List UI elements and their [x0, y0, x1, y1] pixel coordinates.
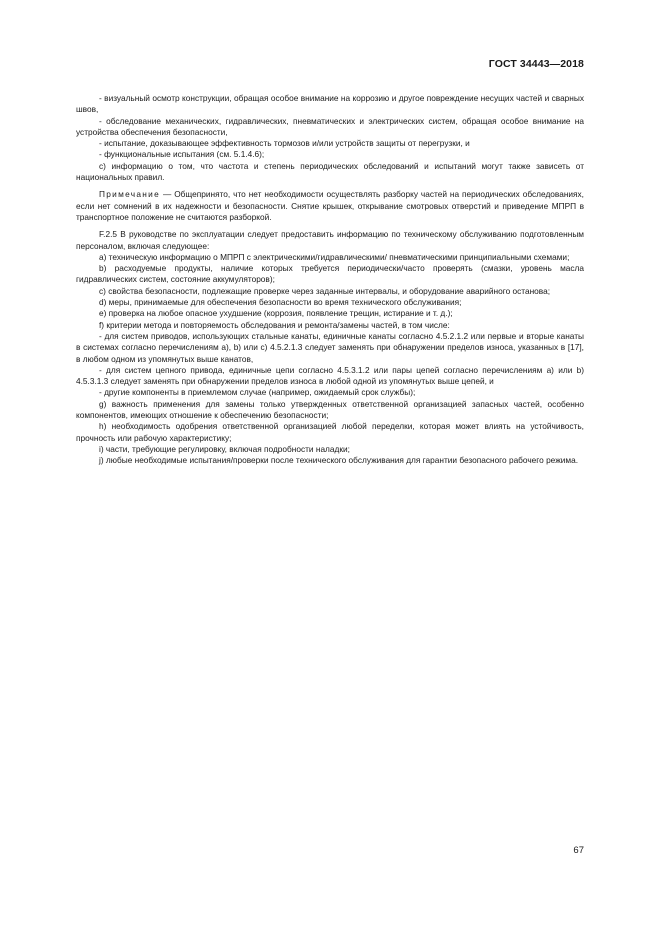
section-f25-intro: F.2.5 В руководстве по эксплуатации следует предоставить информацию по техническому обслуживанию подготовленным персоналом, включая следующее:	[76, 229, 584, 251]
list-item-visual-inspection: - визуальный осмотр конструкции, обращая особое внимание на коррозию и другое повреждение несущих частей и сварных швов,	[76, 93, 584, 115]
list-item-e: e) проверка на любое опасное ухудшение (коррозия, появление трещин, истирание и т. д.);	[99, 308, 453, 319]
list-item-g: g) важность применения для замены только утвержденных ответственной организацией запасных частей, особенно компонентов, имеющих отношение к обеспечению безопасности;	[76, 398, 584, 421]
note-label: Примечание	[99, 189, 161, 200]
note-paragraph	[76, 189, 584, 223]
list-item-h: h) необходимость одобрения ответственной организацией любой переделки, которая может влиять на устойчивость, прочность или рабочую характеристику;	[76, 421, 584, 443]
standard-code-header: ГОСТ 34443—2018	[488, 58, 584, 70]
list-item-i: i) части, требующие регулировку, включая подробности наладки;	[99, 443, 350, 454]
note-text: — Общепринято, что нет необходимости осуществлять разборку частей на периодических обследованиях, если нет сомнений в их надежности и безопасности. Снятие крышек, открывание смотровых отверстий и приведение МПРП в транспортное положение не считаются разборкой.	[76, 189, 584, 222]
list-item-f: f) критерии метода и повторяемость обследования и ремонта/замены частей, в том числе:	[99, 319, 450, 330]
list-item-b: b) расходуемые продукты, наличие которых требуется периодически/часто проверять (смазки, уровень масла гидравлических систем, состояние аккумуляторов);	[76, 263, 584, 285]
document-body	[76, 93, 584, 467]
page-number: 67	[573, 845, 584, 856]
list-item-j: j) любые необходимые испытания/проверки после технического обслуживания для гарантии безопасного рабочего режима.	[99, 455, 579, 466]
list-item-f-chains: - для систем цепного привода, единичные цепи согласно 4.5.3.1.2 или пары цепей согласно перечислениям a) или b) 4.5.3.1.3 следует заменять при обнаружении пределов износа в любой одной из упомянутых выше цепей, и	[76, 364, 584, 387]
list-item-d: d) меры, принимаемые для обеспечения безопасности во время технического обслуживания;	[99, 297, 462, 308]
list-item-f-other: - другие компоненты в приемлемом случае (например, ожидаемый срок службы);	[99, 387, 416, 398]
list-item-brake-test: - испытание, доказывающее эффективность тормозов и/или устройств защиты от перегрузки, и	[99, 138, 470, 149]
list-item-functional-tests: - функциональные испытания (см. 5.1.4.6);	[99, 149, 265, 160]
list-item-f-ropes: - для систем приводов, использующих стальные канаты, единичные канаты согласно 4.5.2.1.2 или первые и вторые канаты в системах согласно перечислениям a), b) или c) 4.5.2.1.3 следует заменять при обнаружении пределов износа, указанных в [17], в любом одном из упомянутых выше канатов,	[76, 330, 584, 364]
list-item-c: c) свойства безопасности, подлежащие проверке через заданные интервалы, и оборудование аварийного останова;	[99, 285, 550, 296]
list-item-national-rules: c) информацию о том, что частота и степень периодических обследований и испытаний могут также зависеть от национальных правил.	[76, 160, 584, 183]
list-item-a: a) техническую информацию о МПРП с электрическими/гидравлическими/ пневматическими принципиальными схемами;	[99, 251, 570, 262]
list-item-systems-inspection: - обследование механических, гидравлических, пневматических и электрических систем, обращая особое внимание на устройства обеспечения безопасности,	[76, 115, 584, 137]
